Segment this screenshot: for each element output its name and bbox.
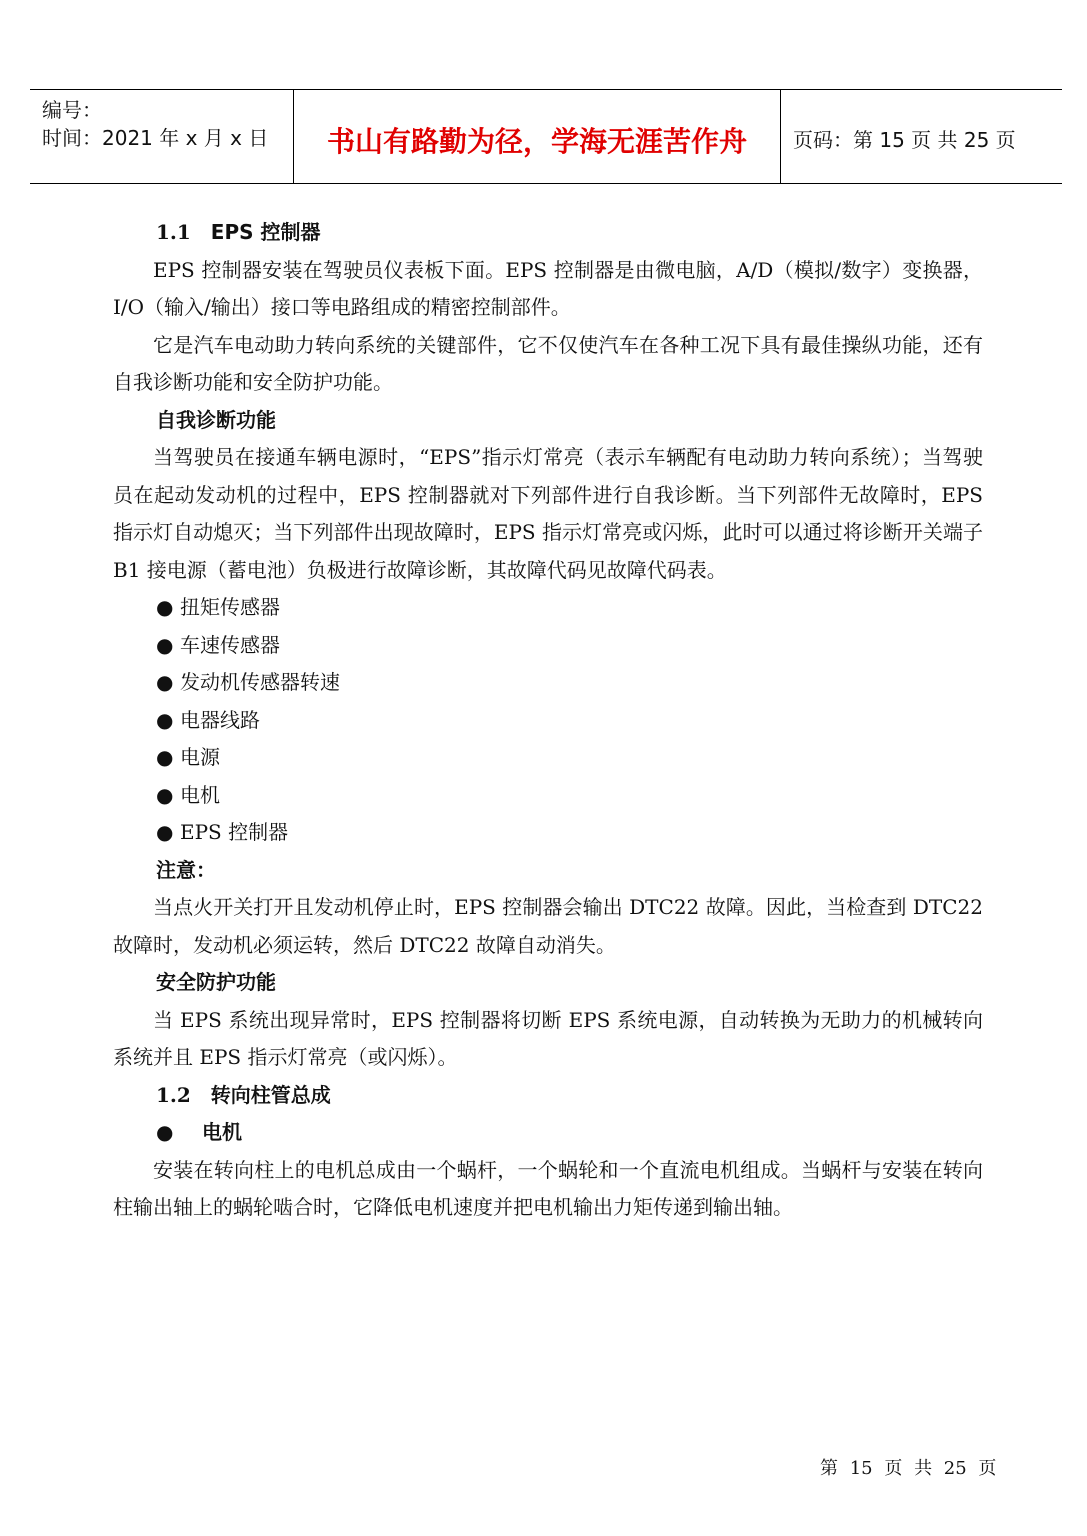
page-footer: 第 15 页 共 25 页 xyxy=(820,1458,997,1479)
paragraph: 当驾驶员在接通车辆电源时，“EPS”指示灯常亮（表示车辆配有电动助力转向系统）；当驾驶员在起动发动机的过程中，EPS 控制器就对下列部件进行自我诊断。当下列部件无故障时，EPS 指示灯自动熄灭；当下列部件出现故障时，EPS 指示灯常亮或闪烁，此时可以通过将诊断开关端子 B1 接电源（蓄电池）负极进行故障诊断，其故障代码见故障代码表。 xyxy=(113,445,983,582)
section-heading-1-2 xyxy=(113,1077,983,1115)
list-item xyxy=(113,702,983,740)
list-item-text: 电器线路 xyxy=(180,707,260,732)
header-page-cell xyxy=(781,90,1062,183)
header-motto: 书山有路勤为径，学海无涯苦作舟 xyxy=(326,125,747,158)
bullet-icon: ● xyxy=(156,1120,174,1144)
paragraph: 安装在转向柱上的电机总成由一个蜗杆，一个蜗轮和一个直流电机组成。当蜗杆与安装在转向柱输出轴上的蜗轮啮合时，它降低电机速度并把电机输出力矩传递到输出轴。 xyxy=(113,1157,983,1219)
section-number: 1.1 xyxy=(156,220,191,244)
paragraph: 当 EPS 系统出现异常时，EPS 控制器将切断 EPS 系统电源，自动转换为无助力的机械转向系统并且 EPS 指示灯常亮（或闪烁）。 xyxy=(113,1007,983,1069)
bullet-icon: ● xyxy=(156,670,174,694)
header-page-label: 页码：第 15 页 共 25 页 xyxy=(793,128,1016,152)
list-item xyxy=(113,589,983,627)
list-item-text: 发动机传感器转速 xyxy=(180,670,340,694)
list-item-text: 电机 xyxy=(180,782,220,807)
doc-number-label: 编号： xyxy=(42,98,102,122)
bullet-icon: ● xyxy=(156,632,174,657)
list-item-text: 车速传感器 xyxy=(180,632,280,657)
list-item xyxy=(113,627,983,665)
header-meta xyxy=(30,90,294,183)
section-number: 1.2 xyxy=(156,1082,191,1107)
list-item xyxy=(113,814,983,852)
bullet-icon: ● xyxy=(156,707,174,732)
doc-time-label: 时间：2021 年 x 月 x 日 xyxy=(42,126,269,150)
subheading-safety: 安全防护功能 xyxy=(156,970,276,994)
subheading-self-diagnosis: 自我诊断功能 xyxy=(156,407,276,432)
document-body xyxy=(113,214,983,1227)
list-item xyxy=(113,777,983,815)
list-item-text: 扭矩传感器 xyxy=(180,595,280,619)
bullet-icon: ● xyxy=(156,745,174,769)
paragraph: EPS 控制器安装在驾驶员仪表板下面。EPS 控制器是由微电脑，A/D（模拟/数字）变换器，I/O（输入/输出）接口等电路组成的精密控制部件。 xyxy=(113,257,983,319)
page-header xyxy=(30,89,1062,184)
list-item-text: 电源 xyxy=(180,745,220,769)
list-item-text: EPS 控制器 xyxy=(180,820,289,844)
list-item xyxy=(113,664,983,702)
list-item xyxy=(113,739,983,777)
bullet-icon: ● xyxy=(156,820,174,844)
section-heading-1-1 xyxy=(113,214,983,252)
header-motto-cell xyxy=(294,90,781,183)
bullet-icon: ● xyxy=(156,782,174,807)
section-title: EPS 控制器 xyxy=(210,220,321,244)
subheading-motor xyxy=(113,1114,983,1152)
paragraph: 当点火开关打开且发动机停止时，EPS 控制器会输出 DTC22 故障。因此，当检查到 DTC22 故障时，发动机必须运转，然后 DTC22 故障自动消失。 xyxy=(113,895,983,957)
bullet-icon: ● xyxy=(156,595,174,619)
paragraph: 它是汽车电动助力转向系统的关键部件，它不仅使汽车在各种工况下具有最佳操纵功能，还有自我诊断功能和安全防护功能。 xyxy=(113,332,983,394)
subheading-note: 注意： xyxy=(156,857,216,882)
section-title: 转向柱管总成 xyxy=(210,1082,331,1107)
subheading-text: 电机 xyxy=(202,1120,242,1144)
